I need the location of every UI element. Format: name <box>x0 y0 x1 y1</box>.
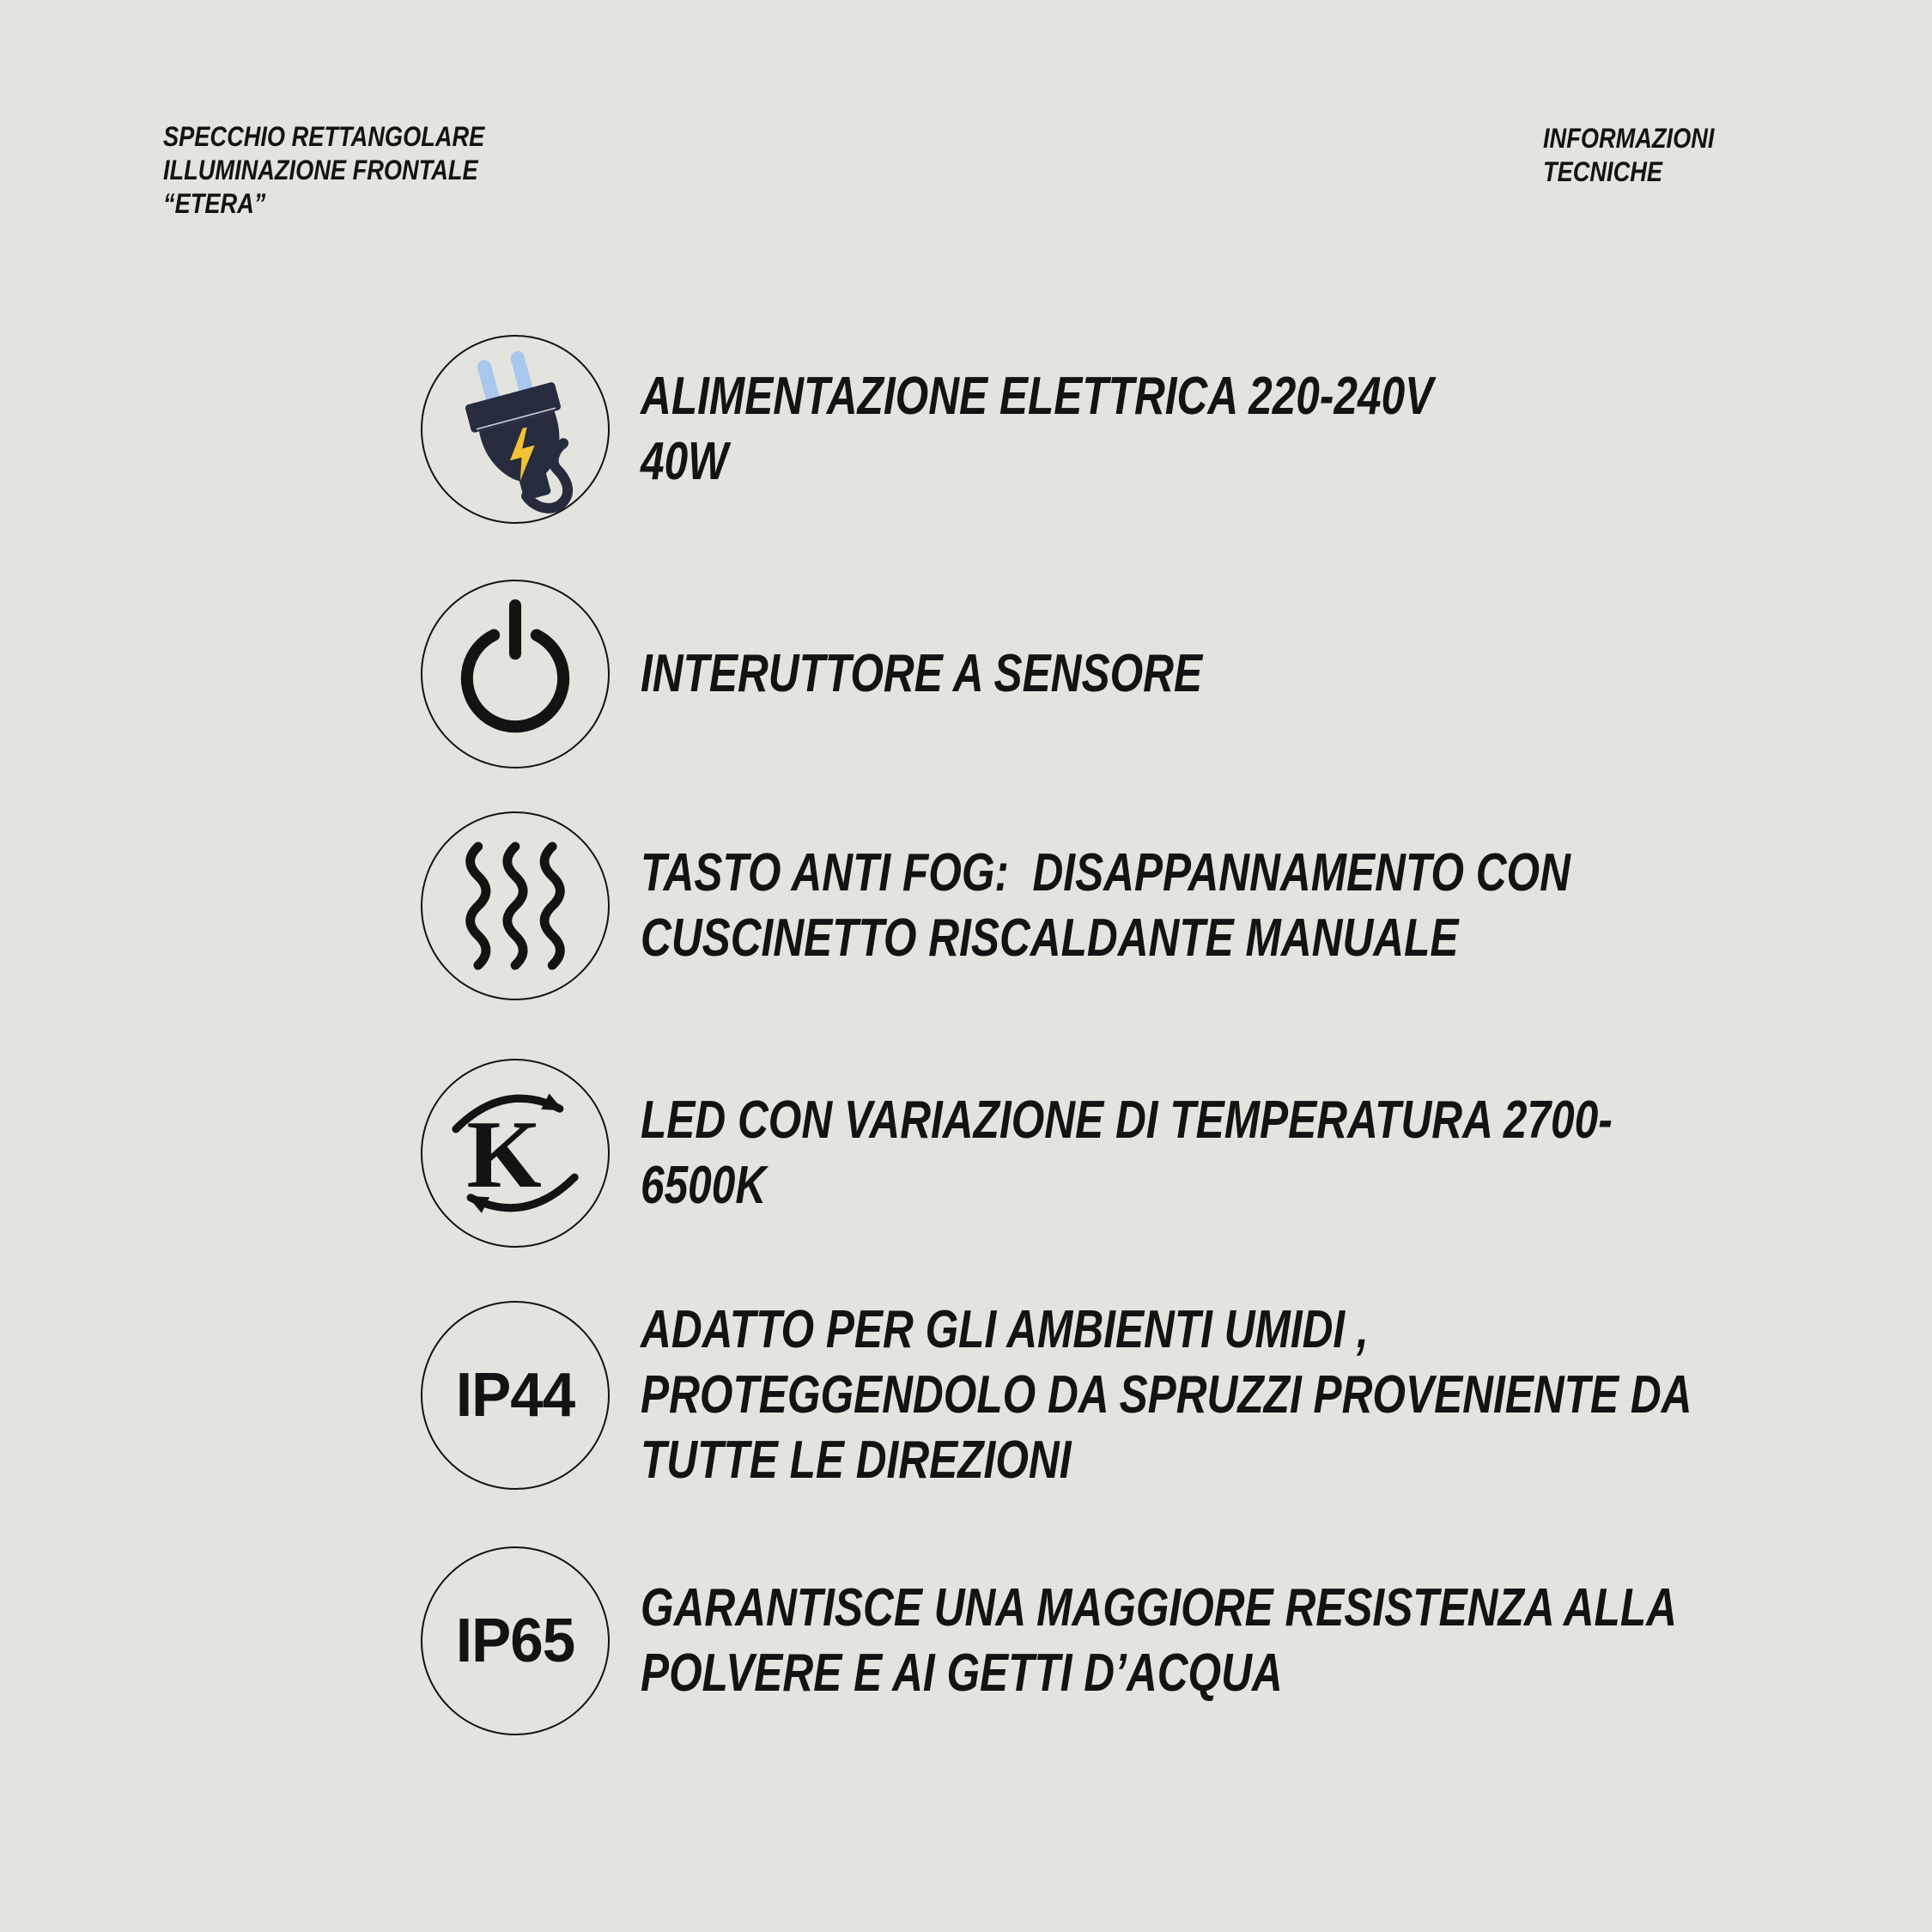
product-title-line: ILLUMINAZIONE FRONTALE <box>163 155 478 185</box>
feature-row-ip65 <box>421 1546 1795 1735</box>
feature-text <box>641 841 1803 971</box>
feature-text <box>641 1576 1932 1706</box>
product-title <box>163 120 541 221</box>
feature-line: PROTEGGENDOLO DA SPRUZZI PROVENIENTE DA <box>641 1365 1692 1425</box>
feature-line: 40W <box>641 432 728 491</box>
heat-waves-icon-graphic <box>422 813 608 999</box>
feature-line: ALIMENTAZIONE ELETTRICA 220-240V <box>641 367 1434 426</box>
feature-row-led-temperature <box>421 1059 1795 1248</box>
feature-line: TASTO ANTI FOG: DISAPPANNAMENTO CON <box>641 843 1571 902</box>
feature-row-ip44 <box>421 1297 1795 1493</box>
feature-line: CUSCINETTO RISCALDANTE MANUALE <box>641 908 1459 968</box>
kelvin-cycle-icon-graphic <box>422 1060 608 1246</box>
feature-line: LED CON VARIAZIONE DI TEMPERATURA 2700- <box>641 1091 1613 1150</box>
feature-line: POLVERE E AI GETTI D’ACQUA <box>641 1643 1283 1703</box>
product-title-line: SPECCHIO RETTANGOLARE <box>163 121 485 152</box>
feature-text <box>641 1297 1932 1493</box>
feature-line: TUTTE LE DIREZIONI <box>641 1431 1072 1490</box>
ip44-badge-text: IP44 <box>455 1361 575 1430</box>
feature-line: ADATTO PER GLI AMBIENTI UMIDI , <box>641 1300 1369 1359</box>
section-title <box>1543 122 1745 189</box>
feature-row-power-supply <box>421 335 1795 524</box>
power-plug-icon <box>421 335 610 524</box>
feature-line: GARANTISCE UNA MAGGIORE RESISTENZA ALLA <box>641 1578 1677 1637</box>
ip65-badge <box>421 1546 610 1735</box>
section-title-line: INFORMAZIONI <box>1543 123 1715 154</box>
section-title-line: TECNICHE <box>1543 156 1663 187</box>
heat-waves-icon <box>421 811 610 1000</box>
kelvin-letter: K <box>466 1101 542 1208</box>
kelvin-cycle-icon <box>421 1059 610 1248</box>
power-plug-icon-graphic <box>422 337 608 522</box>
feature-text <box>641 641 1343 707</box>
feature-row-sensor-switch <box>421 580 1795 769</box>
feature-text <box>641 1088 1856 1218</box>
feature-line: INTERUTTORE A SENSORE <box>641 644 1203 703</box>
feature-line: 6500K <box>641 1156 767 1215</box>
ip65-badge-text: IP65 <box>455 1607 575 1675</box>
power-button-icon-graphic <box>422 581 608 767</box>
feature-row-anti-fog <box>421 811 1795 1000</box>
product-title-line: “ETERA” <box>163 188 266 219</box>
power-button-icon <box>421 580 610 769</box>
feature-text <box>641 364 1631 495</box>
ip44-badge <box>421 1301 610 1490</box>
